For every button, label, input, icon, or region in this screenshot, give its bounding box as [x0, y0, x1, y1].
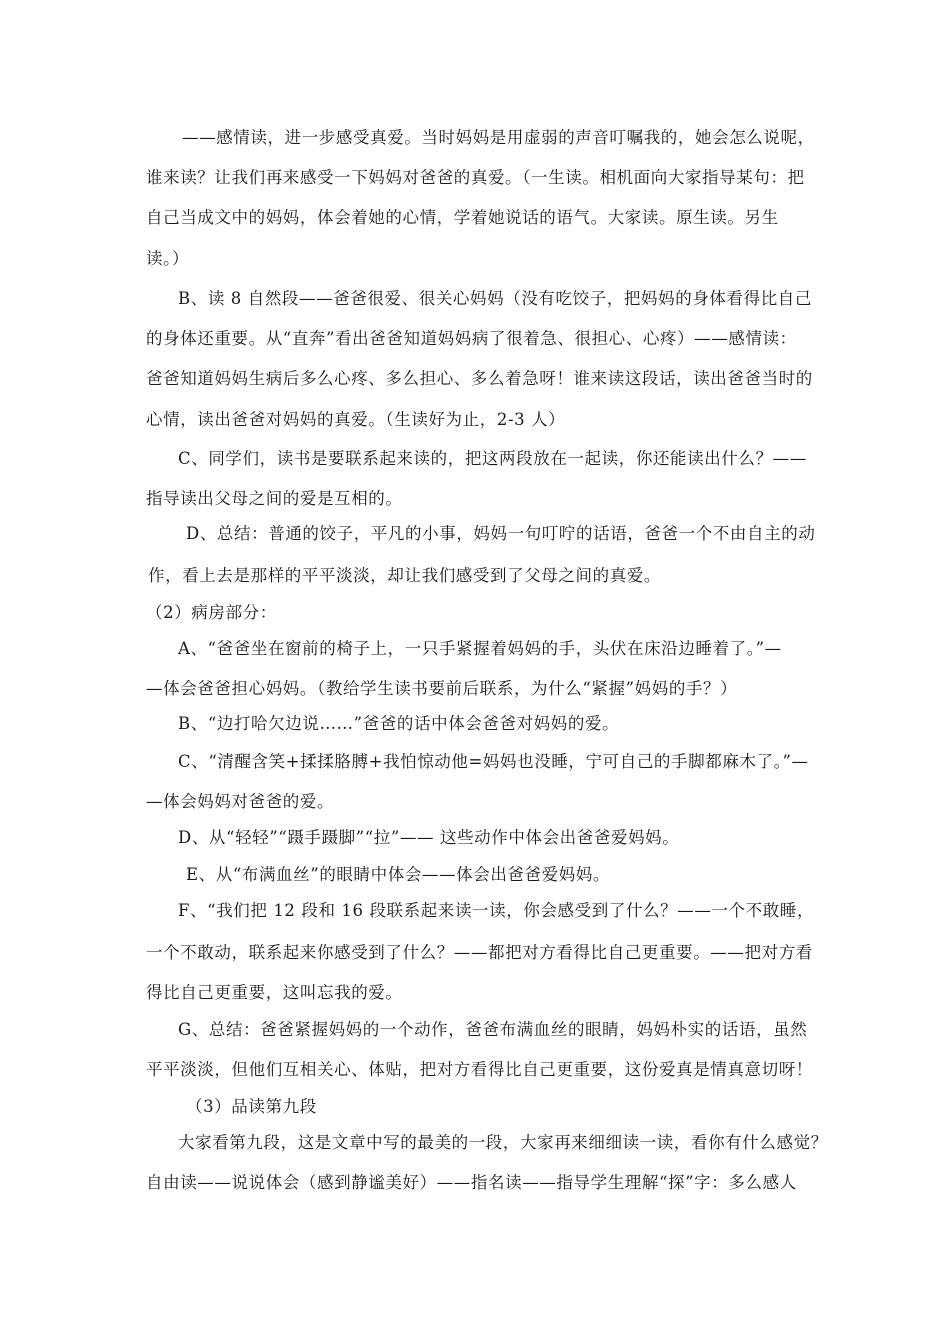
text-line: F、“我们把 12 段和 16 段联系起来读一读，你会感受到了什么？——一个不敢睡， — [178, 901, 815, 920]
text-line: —体会爸爸担心妈妈。（教给学生读书要前后联系，为什么“紧握”妈妈的手？） — [146, 679, 738, 698]
text-line: 大家看第九段，这是文章中写的最美的一段，大家再来细细读一读，看你有什么感觉？ — [178, 1133, 828, 1152]
text-line: 读。） — [146, 249, 190, 268]
text-line: ——感情读，进一步感受真爱。当时妈妈是用虚弱的声音叮嘱我的，她会怎么说呢， — [182, 128, 815, 147]
text-line: 心情，读出爸爸对妈妈的真爱。（生读好为止，2-3 人） — [146, 410, 566, 429]
section-heading: （3）品读第九段 — [186, 1097, 317, 1116]
text-line: B、“边打哈欠边说……”爸爸的话中体会爸爸对妈妈的爱。 — [178, 714, 620, 733]
text-line: 爸爸知道妈妈生病后多么心疼、多么担心、多么着急呀！谁来读这段话，读出爸爸当时的 — [146, 369, 813, 388]
text-line: D、从“轻轻”“蹑手蹑脚”“拉”—— 这些动作中体会出爸爸爱妈妈。 — [178, 828, 680, 847]
text-line: 自己当成文中的妈妈，体会着她的心情，学着她说话的语气。大家读。原生读。另生 — [146, 208, 779, 227]
text-line: 作，看上去是那样的平平淡淡，却让我们感受到了父母之间的真爱。 — [148, 566, 661, 585]
text-line: E、从“布满血丝”的眼睛中体会——体会出爸爸爱妈妈。 — [186, 865, 611, 884]
text-line: 指导读出父母之间的爱是互相的。 — [146, 489, 403, 508]
section-heading: （2）病房部分： — [146, 603, 277, 622]
text-line: 谁来读？让我们再来感受一下妈妈对爸爸的真爱。（一生读。相机面向大家指导某句：把 — [146, 168, 805, 187]
text-line: D、总结：普通的饺子，平凡的小事，妈妈一句叮咛的话语，爸爸一个不由自主的动 — [186, 524, 816, 543]
text-line: 得比自己更重要，这叫忘我的爱。 — [146, 983, 403, 1002]
text-line: 一个不敢动，联系起来你感受到了什么？——都把对方看得比自己更重要。——把对方看 — [146, 943, 813, 962]
text-line: 自由读——说说体会（感到静谧美好）——指名读——指导学生理解“探”字：多么感人 — [146, 1173, 797, 1192]
text-line: —体会妈妈对爸爸的爱。 — [146, 792, 335, 811]
text-line: 平平淡淡，但他们互相关心、体贴，把对方看得比自己更重要，这份爱真是情真意切呀！ — [146, 1060, 813, 1079]
text-line: 的身体还重要。从“直奔”看出爸爸知道妈妈病了很着急、很担心、心疼）——感情读： — [146, 329, 797, 348]
text-line: C、同学们，读书是要联系起来读的，把这两段放在一起读，你还能读出什么？—— — [178, 449, 807, 468]
text-line: B、读 8 自然段——爸爸很爱、很关心妈妈（没有吃饺子，把妈妈的身体看得比自己 — [178, 289, 813, 308]
text-line: C、“清醒含笑+揉揉胳膊+我怕惊动他=妈妈也没睡，宁可自己的手脚都麻木了。”— — [178, 752, 809, 771]
text-line: A、“爸爸坐在窗前的椅子上，一只手紧握着妈妈的手，头伏在床沿边睡着了。”— — [178, 639, 782, 658]
text-line: G、总结：爸爸紧握妈妈的一个动作，爸爸布满血丝的眼睛，妈妈朴实的话语，虽然 — [178, 1020, 808, 1039]
